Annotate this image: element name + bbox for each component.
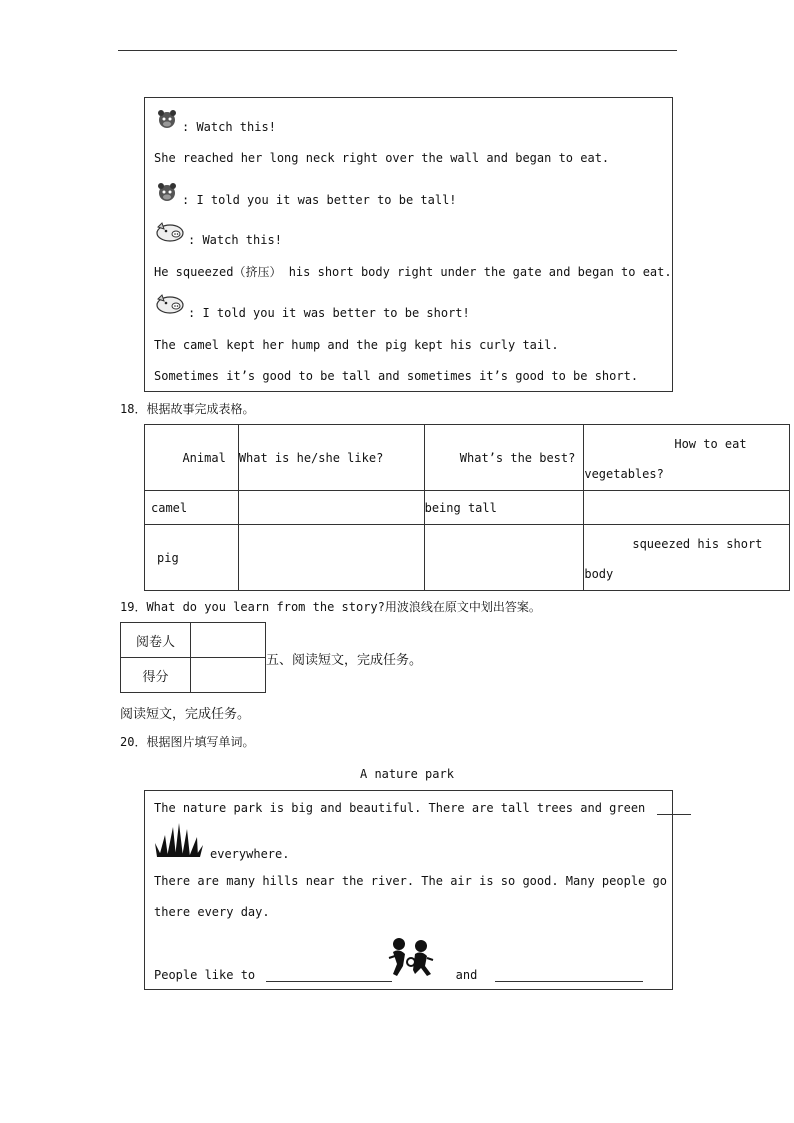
score-box — [120, 622, 266, 693]
q18-table — [144, 424, 790, 591]
q20-title: A nature park — [360, 767, 454, 781]
pig-icon — [154, 221, 186, 243]
cell-animal-camel: camel — [145, 491, 239, 525]
q20-line1 — [154, 801, 691, 815]
section-title: 五、阅读短文，完成任务。 — [266, 653, 423, 668]
cell-how-pig-line2: body — [584, 567, 614, 581]
grader-cell[interactable] — [191, 623, 266, 658]
cell-how-pig-line1: squeezed his short — [632, 537, 763, 551]
pig-icon — [154, 293, 186, 315]
cell-best-pig[interactable] — [424, 525, 584, 591]
q20-line5 — [154, 968, 643, 982]
q20-line3: There are many hills near the river. The air is so good. Many people go — [154, 874, 667, 888]
camel-icon — [156, 181, 178, 203]
header-how — [584, 425, 790, 491]
q20-line4: there every day. — [154, 905, 270, 919]
q20-label: 20．根据图片填写单词。 — [120, 735, 255, 749]
instruction: 阅读短文，完成任务。 — [120, 707, 251, 722]
story-line-6: : I told you it was better to be short! — [188, 306, 470, 320]
header-best: What’s the best? — [424, 425, 584, 491]
grader-label: 阅卷人 — [121, 623, 191, 658]
header-animal: Animal — [145, 425, 239, 491]
story-line-8: Sometimes it’s good to be tall and sometimes it’s good to be short. — [154, 369, 639, 383]
story-line-7: The camel kept her hump and the pig kept his curly tail. — [154, 338, 559, 352]
story-line-5: He squeezed（挤压） his short body right under the gate and began to eat. — [154, 265, 672, 279]
cell-animal-pig: pig — [145, 525, 239, 591]
cell-best-camel: being tall — [424, 491, 584, 525]
blank-1[interactable] — [657, 802, 691, 815]
story-line-2: She reached her long neck right over the wall and began to eat. — [154, 151, 610, 165]
q20-line5-and: and — [455, 968, 478, 982]
blank-3[interactable] — [495, 969, 643, 982]
q20-line5-text: People like to — [154, 968, 256, 982]
grass-icon — [155, 823, 203, 859]
q19-label: 19．What do you learn from the story?用波浪线在原文中划出答案。 — [120, 600, 541, 614]
header-how-line1: How to eat — [674, 437, 747, 451]
cell-how-camel[interactable] — [584, 491, 790, 525]
score-cell[interactable] — [191, 658, 266, 693]
story-line-3: : I told you it was better to be tall! — [182, 193, 457, 207]
story-line-1: : Watch this! — [182, 120, 276, 134]
cell-how-pig — [584, 525, 790, 591]
cell-like-camel[interactable] — [238, 491, 424, 525]
score-label: 得分 — [121, 658, 191, 693]
header-like: What is he/she like? — [238, 425, 424, 491]
story-line-4: : Watch this! — [188, 233, 282, 247]
q20-line1-text: The nature park is big and beautiful. There are tall trees and green — [154, 801, 646, 815]
camel-icon — [156, 108, 178, 130]
cell-like-pig[interactable] — [238, 525, 424, 591]
header-how-line2: vegetables? — [584, 467, 664, 481]
header-rule — [118, 50, 677, 51]
q18-label: 18．根据故事完成表格。 — [120, 402, 255, 416]
q20-line2: everywhere. — [210, 847, 290, 861]
blank-2[interactable] — [266, 969, 392, 982]
